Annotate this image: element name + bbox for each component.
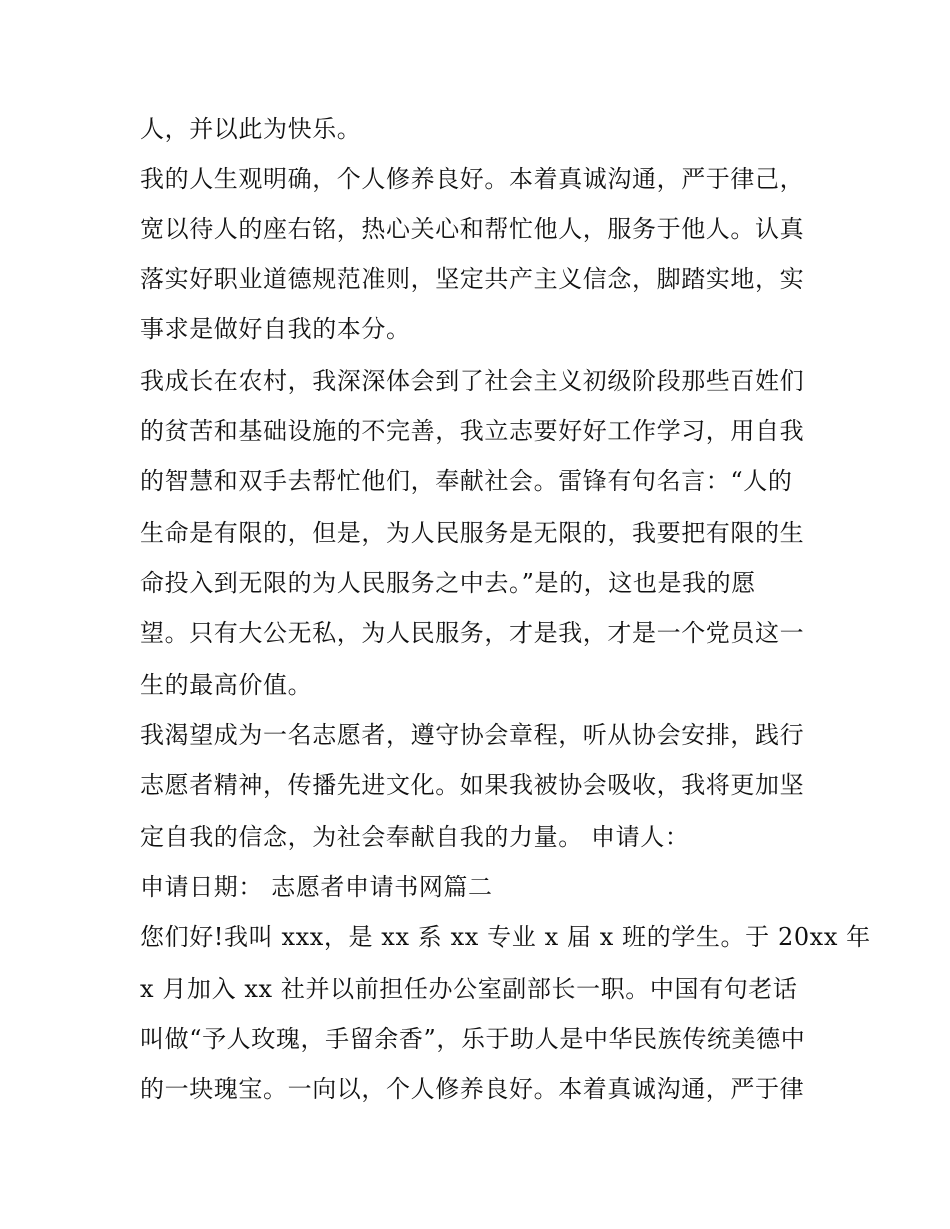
- text-line: x 月加入 xx 社并以前担任办公室副部长一职。中国有句老话: [140, 975, 798, 1003]
- text-line: 我成长在农村，我深深体会到了社会主义初级阶段那些百姓们: [140, 367, 805, 395]
- text-line: 事求是做好自我的本分。: [140, 315, 411, 343]
- text-line: 的贫苦和基础设施的不完善，我立志要好好工作学习，用自我: [140, 417, 805, 445]
- text-line: 申请日期： 志愿者申请书网篇二: [140, 873, 493, 901]
- text-line: 望。只有大公无私，为人民服务，才是我，才是一个党员这一: [140, 619, 805, 647]
- text-line: 生的最高价值。: [140, 671, 313, 699]
- text-line: 宽以待人的座右铭，热心关心和帮忙他人，服务于他人。认真: [140, 215, 805, 243]
- text-line: 定自我的信念，为社会奉献自我的力量。 申请人：: [140, 823, 690, 851]
- text-line: 志愿者精神，传播先进文化。如果我被协会吸收，我将更加坚: [140, 771, 805, 799]
- text-line: 生命是有限的，但是，为人民服务是无限的，我要把有限的生: [140, 519, 805, 547]
- text-line: 命投入到无限的为人民服务之中去。”是的，这也是我的愿: [140, 569, 756, 597]
- text-line: 叫做“予人玫瑰，手留余香”，乐于助人是中华民族传统美德中: [140, 1025, 806, 1053]
- text-line: 落实好职业道德规范准则，坚定共产主义信念，脚踏实地，实: [140, 265, 805, 293]
- text-line: 的智慧和双手去帮忙他们，奉献社会。雷锋有句名言：“人的: [140, 467, 793, 495]
- text-line: 我的人生观明确，个人修养良好。本着真诚沟通，严于律己，: [140, 165, 805, 193]
- text-line: 您们好!我叫 xxx，是 xx 系 xx 专业 x 届 x 班的学生。于 20xx 年: [140, 923, 871, 951]
- text-line: 我渴望成为一名志愿者，遵守协会章程，听从协会安排，践行: [140, 721, 805, 749]
- text-line: 的一块瑰宝。一向以，个人修养良好。本着真诚沟通，严于律: [140, 1075, 805, 1103]
- text-line: 人，并以此为快乐。: [140, 115, 362, 143]
